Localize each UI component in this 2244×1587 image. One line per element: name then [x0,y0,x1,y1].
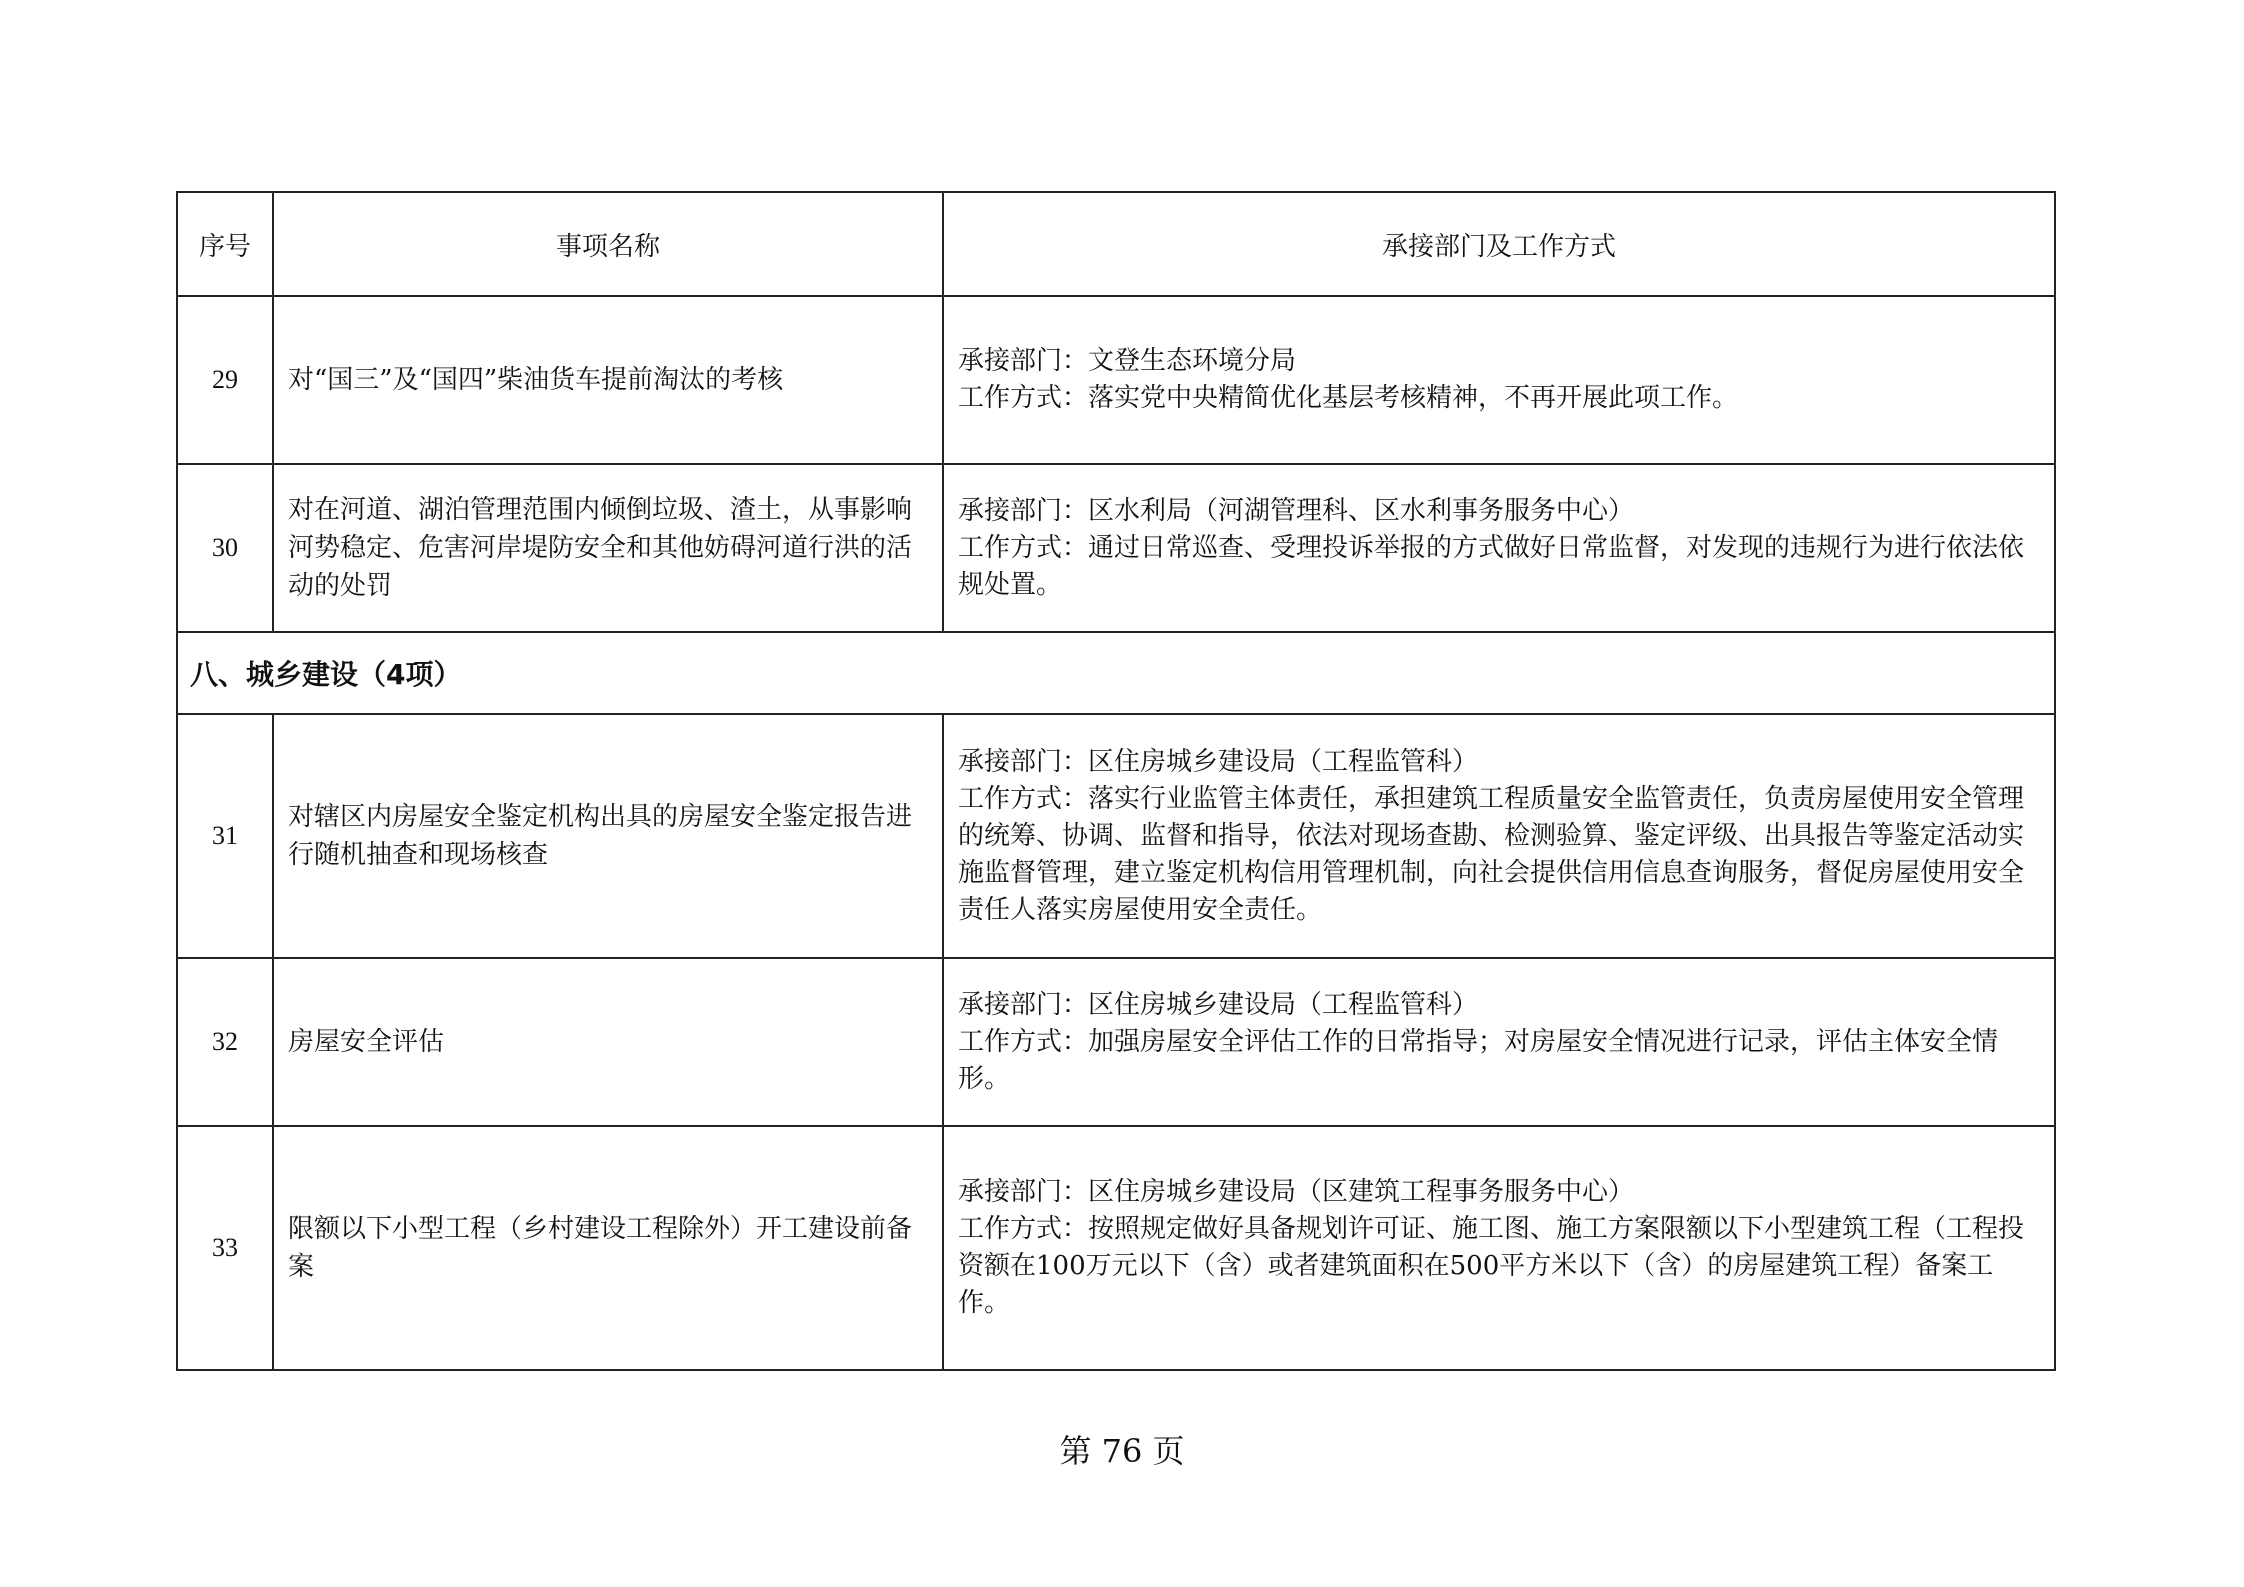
row-number: 31 [177,714,273,958]
table-header-row [177,192,2055,296]
matter-name: 对“国三”及“国四”柴油货车提前淘汰的考核 [273,296,943,464]
department-method-cell [943,958,2055,1126]
row-number: 32 [177,958,273,1126]
department-line: 承接部门：区住房城乡建设局（工程监管科） [958,989,1479,1020]
matter-name: 房屋安全评估 [273,958,943,1126]
table-row [177,958,2055,1126]
department-line: 承接部门：区住房城乡建设局（工程监管科） [958,746,1479,777]
table-row [177,1126,2055,1370]
department-line: 承接部门：区水利局（河湖管理科、区水利事务服务中心） [958,495,1635,526]
matter-name: 对辖区内房屋安全鉴定机构出具的房屋安全鉴定报告进行随机抽查和现场核查 [273,714,943,958]
header-department-method: 承接部门及工作方式 [943,192,2055,296]
department-line: 承接部门：区住房城乡建设局（区建筑工程事务服务中心） [958,1177,1635,1207]
matter-name: 对在河道、湖泊管理范围内倾倒垃圾、渣土，从事影响河势稳定、危害河岸堤防安全和其他妨碍河道行洪的活动的处罚 [273,464,943,632]
method-line: 工作方式：落实行业监管主体责任，承担建筑工程质量安全监管责任，负责房屋使用安全管理的统筹、协调、监督和指导，依法对现场查勘、检测验算、鉴定评级、出具报告等鉴定活动实施监督管理，建立鉴定机构信用管理机制，向社会提供信用信息查询服务，督促房屋使用安全责任人落实房屋使用安全责任。 [958,783,2025,925]
row-number: 29 [177,296,273,464]
header-matter-name: 事项名称 [273,192,943,296]
method-line: 工作方式：按照规定做好具备规划许可证、施工图、施工方案限额以下小型建筑工程（工程投资额在100万元以下（含）或者建筑面积在500平方米以下（含）的房屋建筑工程）备案工作。 [958,1214,2025,1318]
matters-table [176,191,2056,1371]
header-serial-number: 序号 [177,192,273,296]
method-line: 工作方式：加强房屋安全评估工作的日常指导；对房屋安全情况进行记录，评估主体安全情形。 [958,1026,1999,1094]
department-method-cell [943,1126,2055,1370]
table-row [177,296,2055,464]
page-number: 第 76 页 [1059,1432,1185,1470]
matter-name: 限额以下小型工程（乡村建设工程除外）开工建设前备案 [273,1126,943,1370]
section-title: 八、城乡建设（4项） [177,632,2055,714]
table-row [177,714,2055,958]
table-row [177,464,2055,632]
section-row [177,632,2055,714]
method-line: 工作方式：落实党中央精简优化基层考核精神，不再开展此项工作。 [958,383,1739,413]
department-method-cell [943,464,2055,632]
row-number: 30 [177,464,273,632]
department-method-cell [943,296,2055,464]
method-line: 工作方式：通过日常巡查、受理投诉举报的方式做好日常监督，对发现的违规行为进行依法依规处置。 [958,532,2025,600]
department-line: 承接部门：文登生态环境分局 [958,346,1297,376]
department-method-cell [943,714,2055,958]
row-number: 33 [177,1126,273,1370]
